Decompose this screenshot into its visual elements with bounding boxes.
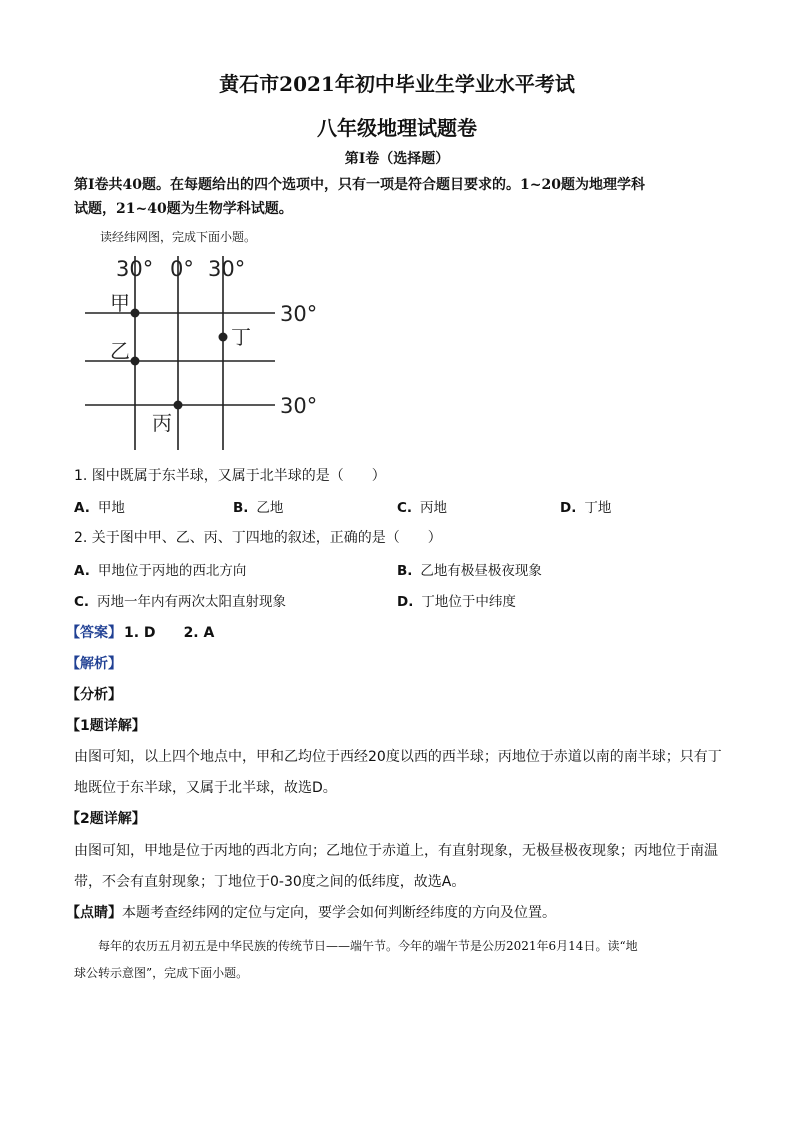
detail-1-line-1: 由图可知，以上四个地点中，甲和乙均位于西经20度以西的西半球；丙地位于赤道以南的南半球；只有丁 [74, 749, 722, 765]
option-letter: D. [397, 594, 414, 610]
option-text: 乙地 [256, 500, 284, 516]
graticule-map [80, 250, 330, 455]
question-2-stem: 2. 关于图中甲、乙、丙、丁四地的叙述，正确的是（ ） [74, 530, 442, 546]
page-title: 黄石市2021年初中毕业生学业水平考试 [219, 72, 575, 96]
lon-label-0: 0° [170, 257, 194, 281]
question-1-stem: 1. 图中既属于东半球，又属于北半球的是（ ） [74, 468, 386, 484]
q1-option-c [397, 496, 447, 516]
point-jia [131, 309, 140, 318]
dianjing-line [66, 902, 556, 922]
answer-label: 【答案】 [66, 625, 122, 641]
dianjing-text: 本题考查经纬网的定位与定向，要学会如何判断经纬度的方向及位置。 [122, 905, 556, 921]
option-text: 乙地有极昼极夜现象 [420, 563, 542, 579]
q1-option-a [74, 496, 125, 516]
detail-2-line-2: 带，不会有直射现象；丁地位于0-30度之间的低纬度，故选A。 [74, 874, 466, 890]
point-label-bing: 丙 [152, 411, 172, 435]
q1-option-d [560, 496, 611, 516]
q2-option-a [74, 559, 246, 579]
point-label-ding: 丁 [231, 325, 251, 349]
q1-option-b [233, 496, 283, 516]
option-letter: C. [74, 594, 90, 610]
analysis-label: 【解析】 [66, 656, 122, 672]
answer-line [66, 622, 214, 642]
q2-option-b [397, 559, 542, 579]
detail-1-line-2: 地既位于东半球，又属于北半球，故选D。 [74, 780, 337, 796]
point-bing [174, 401, 183, 410]
option-letter: A. [74, 563, 90, 579]
passage-2-line-2: 球公转示意图”，完成下面小题。 [74, 966, 249, 980]
instructions-line-1: 第Ⅰ卷共40题。在每题给出的四个选项中，只有一项是符合题目要求的。1~20题为地理学科 [74, 177, 645, 193]
map-intro: 读经纬网图，完成下面小题。 [100, 230, 257, 244]
option-text: 丁地 [584, 500, 612, 516]
lat-label-30n: 30° [280, 302, 318, 326]
option-letter: D. [560, 500, 577, 516]
option-letter: A. [74, 500, 90, 516]
answer-2: 2. A [183, 625, 215, 641]
point-label-yi: 乙 [110, 339, 130, 363]
lat-label-30s: 30° [280, 394, 318, 418]
instructions-line-2: 试题，21~40题为生物学科试题。 [74, 201, 293, 217]
section-heading: 第Ⅰ卷（选择题） [344, 151, 450, 167]
passage-2-line-1: 每年的农历五月初五是中华民族的传统节日——端午节。今年的端午节是公历2021年6月14日。读“地 [98, 939, 638, 953]
detail-1-label: 【1题详解】 [66, 718, 146, 734]
lon-label-30e: 30° [208, 257, 246, 281]
option-text: 丁地位于中纬度 [421, 594, 516, 610]
option-text: 丙地一年内有两次太阳直射现象 [97, 594, 287, 610]
page-subtitle: 八年级地理试题卷 [317, 116, 477, 140]
option-letter: B. [397, 563, 413, 579]
point-ding [219, 333, 228, 342]
detail-2-line-1: 由图可知，甲地是位于丙地的西北方向；乙地位于赤道上，有直射现象，无极昼极夜现象；丙地位于南温 [74, 843, 718, 859]
option-text: 丙地 [420, 500, 448, 516]
option-text: 甲地 [97, 500, 125, 516]
q2-option-c [74, 590, 286, 610]
dianjing-label: 【点睛】 [66, 905, 122, 921]
option-letter: C. [397, 500, 413, 516]
lon-label-30w: 30° [116, 257, 154, 281]
point-label-jia: 甲 [110, 291, 130, 315]
fenxi-label: 【分析】 [66, 687, 122, 703]
q2-option-d [397, 590, 516, 610]
option-text: 甲地位于丙地的西北方向 [97, 563, 247, 579]
detail-2-label: 【2题详解】 [66, 811, 146, 827]
option-letter: B. [233, 500, 249, 516]
point-yi [131, 357, 140, 366]
answer-1: 1. D [124, 625, 156, 641]
